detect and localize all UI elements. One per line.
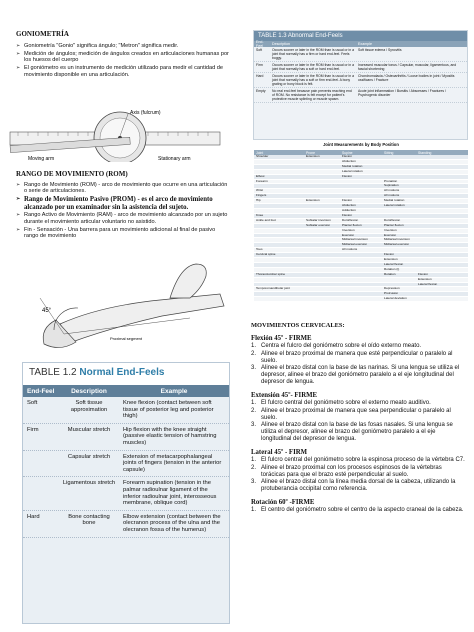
table-cell: Lateral deviation [384, 296, 407, 301]
table-cell [418, 180, 468, 184]
table-cell [306, 180, 342, 184]
table-row [23, 477, 229, 510]
table-cell [23, 480, 59, 506]
table-cell [418, 229, 468, 233]
table-cell [306, 184, 342, 188]
list-number: 1. [251, 457, 257, 463]
table-cell [254, 234, 306, 238]
table-cell [306, 253, 342, 257]
table-cell: Elbow [256, 173, 265, 178]
table-cell: Medial rotation [384, 198, 405, 203]
list-item [251, 343, 467, 350]
table-row [23, 451, 229, 478]
table-cell [342, 263, 384, 267]
list-number: 1. [251, 507, 257, 513]
table-cell [384, 209, 418, 213]
table-cell: Shoulder [256, 154, 269, 158]
section-heading: Lateral 45º - FIRM [251, 449, 308, 456]
table-cell: Bone contacting bone [68, 513, 110, 527]
axis-label: Axis (fulcrum) [130, 110, 161, 116]
list-item: ➢ Medición de ángulos; medición de ángulos creados en articulaciones humanas por los huesos del cuerpo [16, 51, 229, 64]
list-text: Alinee el brazo proximal de manera que esté perpendicular o paralelo al suelo. [261, 350, 453, 364]
table-cell: Hard [27, 513, 40, 520]
list-item: ➢ Rango Activo de Movimiento (RAM) - arco de movimiento alcanzado por un sujeto durante el movimiento articular voluntario no asistido. [16, 212, 230, 225]
table-cell [418, 175, 468, 179]
table-cell: Abduction [342, 158, 356, 163]
rom-heading: RANGO DE MOVIMIENTO (ROM) [16, 170, 128, 178]
table-cell [418, 292, 468, 296]
section-heading: Flexión 45º - FIRME [251, 335, 312, 342]
table-cell [418, 238, 468, 242]
table-cell [342, 287, 384, 291]
table-cell [418, 253, 468, 257]
table-cell: Elbow extension (contact between the olecranon process of the ulna and the olecranon fossa of the humerus) [123, 513, 221, 533]
table-cell [254, 165, 306, 169]
table-cell: Temporomandibular joint [256, 286, 290, 291]
table-cell: Extension [418, 276, 432, 281]
stationary-arm-label: Stationary arm [158, 156, 191, 162]
header-cell: Supine [342, 150, 353, 155]
numbered-list [251, 400, 467, 443]
table-cell [384, 278, 418, 282]
table-cell [342, 253, 384, 257]
table-cell: Wrist [256, 188, 263, 193]
table-cell: Protrusion [384, 291, 399, 296]
table-cell [384, 155, 418, 159]
table-cell: Adduction [342, 207, 356, 212]
table-cell [342, 268, 384, 272]
table-cell [306, 209, 342, 213]
table-cell: All motions [384, 193, 400, 198]
table-cell: Flexion [342, 173, 352, 178]
table-cell [254, 224, 306, 228]
table-cell: Flexion [384, 252, 394, 257]
table-row [254, 47, 467, 62]
section-heading: Rotación 60º -FIRME [251, 499, 315, 506]
table-cell: Hard [256, 74, 264, 78]
table-cell: Subtalar eversion [306, 222, 331, 227]
table-cell [254, 263, 306, 267]
table-cell: Capsular stretch [67, 453, 111, 460]
table-cell [306, 248, 342, 252]
list-number: 2. [251, 464, 257, 471]
table-cell: Soft tissue edema / Synovitis [358, 48, 402, 52]
table-cell: Rotation (t) [384, 266, 400, 271]
table-cell [306, 292, 342, 296]
table-cell: Flexion [342, 154, 352, 158]
list-item: ➢ El goniómetro es un instrumento de medición utilizado para medir el cantidad de movimiento disponible en una articulación. [16, 65, 229, 78]
numbered-list [251, 343, 467, 386]
table-cell: Muscular stretch [67, 426, 111, 433]
table-cell [418, 165, 468, 169]
table-cell [342, 273, 384, 277]
table-header [23, 385, 229, 397]
list-item [251, 422, 467, 443]
table-cell [254, 160, 306, 164]
table-cell: Flexion [418, 271, 428, 276]
normal-end-feels-table [22, 362, 230, 624]
table-row [254, 297, 468, 302]
list-text: Alinee el brazo distal con la línea media dorsal de la cabeza, utilizando la protuberancia occipital como referencia. [261, 479, 456, 492]
table-cell [418, 234, 468, 238]
table-cell: Rotation [384, 271, 396, 276]
arm-illustration [20, 258, 234, 354]
list-item: ➢ Rango de Movimiento Pasivo (PROM) - es el arco de movimiento alcanzado por un examinador sin la asistencia del sujeto. [16, 196, 230, 210]
table-cell: Plantar flexion [342, 222, 362, 227]
header-cell: End-Feel [27, 387, 55, 395]
list-number: 1. [251, 343, 257, 349]
table-cell: All motions [384, 188, 400, 193]
table-title: TABLE 1.3 Abnormal End-Feels [254, 31, 467, 41]
table-cell: All motions [342, 247, 358, 252]
table-cell: Knee flexion (contact between soft tissue of posterior leg and posterior thigh) [123, 400, 214, 420]
table-cell [418, 287, 468, 291]
cervical-section [251, 322, 467, 515]
table-cell [384, 170, 418, 174]
table-cell [342, 283, 384, 287]
table-cell [306, 189, 342, 193]
table-cell [418, 297, 468, 301]
table-cell: Lateral rotation [384, 203, 405, 208]
table-cell: Soft [27, 400, 38, 406]
table-cell [418, 248, 468, 252]
header-cell: Description [272, 42, 290, 46]
list-item [251, 400, 467, 407]
table-cell [306, 273, 342, 277]
table-cell [384, 165, 418, 169]
list-item: ➢ Goniometría "Gonio" significa ángulo; "Metron" significa medir. [16, 43, 229, 49]
table-cell [342, 184, 384, 188]
table-cell [418, 214, 468, 218]
table-cell [384, 160, 418, 164]
table-row [254, 62, 467, 73]
table-cell: Toes [256, 247, 263, 252]
header-cell: Example [358, 42, 372, 46]
table-cell [342, 278, 384, 282]
table-cell: Forearm [256, 178, 268, 183]
table-cell [306, 165, 342, 169]
table-cell: Occurs sooner or later in the ROM than is usual or in a joint that normally has a soft or hard end-feel. [272, 63, 354, 71]
list-text: Alinee el brazo distal con la base de las fosas nasales. Si una lengua se utiliza el depresor, alinee el brazo del goniómetro paralelo a el eje longitudinal del depresor de lengua. [261, 422, 453, 442]
segment-label: Proximal segment [110, 336, 143, 341]
list-item [251, 479, 467, 493]
table-row [23, 511, 229, 538]
table-cell: Increased muscular tonus / Capsular, muscular, ligamentous, and fascial shortening [358, 63, 457, 71]
table-cell [418, 194, 468, 198]
table-cell: Supination [384, 183, 399, 188]
table-cell: Empty [256, 89, 266, 93]
header-cell: End-Feel [256, 40, 264, 48]
table-cell: Midtarsal eversion [342, 242, 368, 247]
table-cell: Hip flexion with the knee straight (passive elastic tension of hamstring muscles) [123, 426, 217, 446]
list-number: 1. [251, 400, 257, 406]
table-cell [306, 175, 342, 179]
table-cell: Eversion [384, 232, 397, 237]
list-number: 3. [251, 365, 257, 371]
table-cell [342, 180, 384, 184]
header-cell: Example [160, 387, 188, 395]
list-item [251, 408, 467, 422]
table-row [254, 73, 467, 88]
table-cell [418, 263, 468, 267]
section-heading: Extensión 45º- FIRME [251, 392, 318, 399]
list-item: ➢ Rango de Movimiento (ROM) - arco de movimiento que ocurre en una articulación o serie de articulaciones. [16, 182, 230, 195]
header-cell: Description [71, 387, 107, 395]
table-row [23, 397, 229, 424]
list-text: Centra el fulcro del goniómetro sobre el oído externo meato. [261, 343, 422, 349]
header-cell: Standing [418, 150, 432, 155]
table-cell: Extension of metacarpophalangeal joints of fingers (tension in the anterior capsule) [123, 453, 222, 473]
list-item [251, 507, 467, 514]
table-cell [254, 278, 306, 282]
table-cell [306, 283, 342, 287]
table-cell: Pronation [384, 178, 398, 183]
table-cell: Inversion [342, 227, 355, 232]
table-cell [306, 204, 342, 208]
list-text: El fulcro central del goniómetro sobre el externo meato auditivo. [261, 400, 431, 406]
table-cell: Occurs sooner or later in the ROM than is usual or in a joint that normally has a soft or firm end-feel. A bony grating or bony block is felt. [272, 74, 354, 86]
table-cell: Cervical spine [256, 252, 276, 257]
header-cell: Joint [256, 150, 264, 155]
table-cell [254, 238, 306, 242]
table-cell [254, 258, 306, 262]
table-cell: Flexion [342, 198, 352, 203]
table-cell: Midtarsal inversion [384, 237, 410, 242]
goniometria-heading: GONIOMETRÍA [16, 30, 69, 38]
table-cell [342, 297, 384, 301]
list-item: ➢ Fin - Sensación - Una barrera para un movimiento adicional al final de pasivo rango de movimiento [16, 227, 230, 240]
table-number: TABLE 1.2 [29, 367, 77, 378]
table-cell [418, 184, 468, 188]
table-cell: Lateral flexion [384, 261, 404, 266]
list-number: 2. [251, 407, 257, 414]
rom-list [16, 182, 230, 241]
table-cell [306, 229, 342, 233]
table-cell: Extension [384, 257, 398, 262]
table-cell: Knee [256, 212, 264, 217]
goniometer-illustration [8, 104, 222, 162]
table-cell: Hip [256, 198, 261, 203]
table-title: Joint Measurements by Body Position [323, 142, 399, 147]
table-cell: Plantar flexion [384, 222, 404, 227]
moving-arm-label: Moving arm [28, 156, 55, 162]
joint-measurements-table [254, 142, 468, 318]
table-cell [342, 258, 384, 262]
list-number: 2. [251, 350, 257, 357]
table-cell [254, 297, 306, 301]
list-text: El fulcro central del goniómetro sobre la espinosa proceso de la vértebra C7. [261, 457, 465, 463]
table-cell [418, 204, 468, 208]
table-cell [418, 199, 468, 203]
table-cell [306, 258, 342, 262]
table-cell: Acute joint inflammation / Bursitis / Abscesses / Fractures / Psychogenic disorder [358, 89, 447, 97]
table-cell [418, 155, 468, 159]
table-cell: Midtarsal inversion [342, 237, 368, 242]
header-cell: Sitting [384, 150, 394, 155]
table-cell: Midtarsal eversion [384, 242, 410, 247]
abnormal-end-feels-table [253, 30, 468, 140]
table-cell [306, 170, 342, 174]
table-cell [306, 268, 342, 272]
table-cell [342, 189, 384, 193]
table-cell: Occurs sooner or later in the ROM than is usual or in a joint that normally has a firm or hard end-feel. Feels boggy. [272, 48, 354, 60]
numbered-list [251, 457, 467, 493]
table-cell [306, 287, 342, 291]
table-cell: Lateral flexion [418, 281, 438, 286]
numbered-list [251, 507, 467, 514]
table-cell: Depression [384, 286, 400, 291]
list-number: 3. [251, 422, 257, 428]
table-cell [23, 454, 59, 474]
table-cell [418, 170, 468, 174]
list-item [251, 351, 467, 365]
table-cell: Firm [256, 63, 263, 67]
table-cell [254, 292, 306, 296]
table-cell: Inversion [384, 227, 397, 232]
table-cell: Soft tissue approximation [70, 400, 108, 413]
table-cell [306, 160, 342, 164]
table-cell: Thoracolumbar spine [256, 271, 286, 276]
table-cell: Flexion [342, 212, 352, 217]
table-cell [306, 238, 342, 242]
table-cell: No real end-feel because pain prevents reaching end of ROM. No resistance is felt except for patient's protective muscle splinting or muscle spasm. [272, 89, 352, 101]
table-cell: Chondromalacia / Osteoarthritis / Loose bodies in joint / Myositis ossificans / Fracture [358, 74, 455, 82]
table-cell [306, 234, 342, 238]
table-row [254, 88, 467, 103]
table-cell: Soft [256, 48, 263, 52]
list-text: Alinee el brazo proximal de manera que sea perpendicular o paralelo al suelo. [261, 407, 451, 421]
table-cell: Extension [306, 154, 320, 158]
table-cell [418, 219, 468, 223]
table-cell: Dorsiflexion [384, 217, 401, 222]
table-cell: Fingers [256, 193, 267, 198]
table-cell [384, 175, 418, 179]
header-cell: Prone [306, 150, 316, 155]
list-item [251, 457, 467, 464]
table-cell [418, 189, 468, 193]
table-cell [306, 263, 342, 267]
table-cell: Lateral rotation [342, 168, 363, 173]
table-cell [418, 243, 468, 247]
table-cell: Subtalar inversion [306, 217, 331, 222]
list-text: Alinee el brazo distal con la base de las narinas. Si una lengua se utiliza el depresor, alinee el brazo del goniómetro paralelo a el eje longitudinal del depresor de lengua. [261, 365, 460, 385]
table-cell: Forearm supination (tension in the palmar radioulnar ligament of the inferior radioulnar joint, interosseous membrane, oblique cord) [123, 480, 217, 507]
table-cell [418, 258, 468, 262]
goniometria-list [16, 43, 229, 78]
table-cell [342, 292, 384, 296]
table-cell: Ligamentous stretch [62, 480, 116, 487]
table-cell [254, 204, 306, 208]
table-cell: Extension [306, 198, 320, 203]
angle-label: 45° [42, 308, 52, 314]
table-cell [418, 209, 468, 213]
list-text: El centro del goniómetro sobre el centro de la aspecto craneal de la cabeza. [261, 507, 464, 513]
table-cell: Medial rotation [342, 163, 363, 168]
table-title [23, 363, 229, 385]
list-text: Alinee el brazo proximal con los procesos espinosos de la vértebras torácicas para que el brazo esté perpendicular al suelo. [261, 464, 442, 478]
table-cell [306, 243, 342, 247]
list-item [251, 365, 467, 386]
table-cell: Ankle and foot [256, 217, 276, 222]
list-number: 3. [251, 479, 257, 485]
table-cell: Abduction [342, 203, 356, 208]
table-cell: Eversion [342, 232, 355, 237]
cervical-heading: MOVIMIENTOS CERVICALES: [251, 322, 345, 329]
table-row [23, 424, 229, 451]
table-cell [418, 224, 468, 228]
table-cell: Firm [27, 426, 39, 433]
table-cell [418, 160, 468, 164]
table-subtitle: Normal End-Feels [79, 367, 165, 378]
table-cell [306, 278, 342, 282]
table-cell [306, 297, 342, 301]
list-item [251, 465, 467, 479]
table-cell [254, 229, 306, 233]
table-cell: Dorsiflexion [342, 217, 359, 222]
